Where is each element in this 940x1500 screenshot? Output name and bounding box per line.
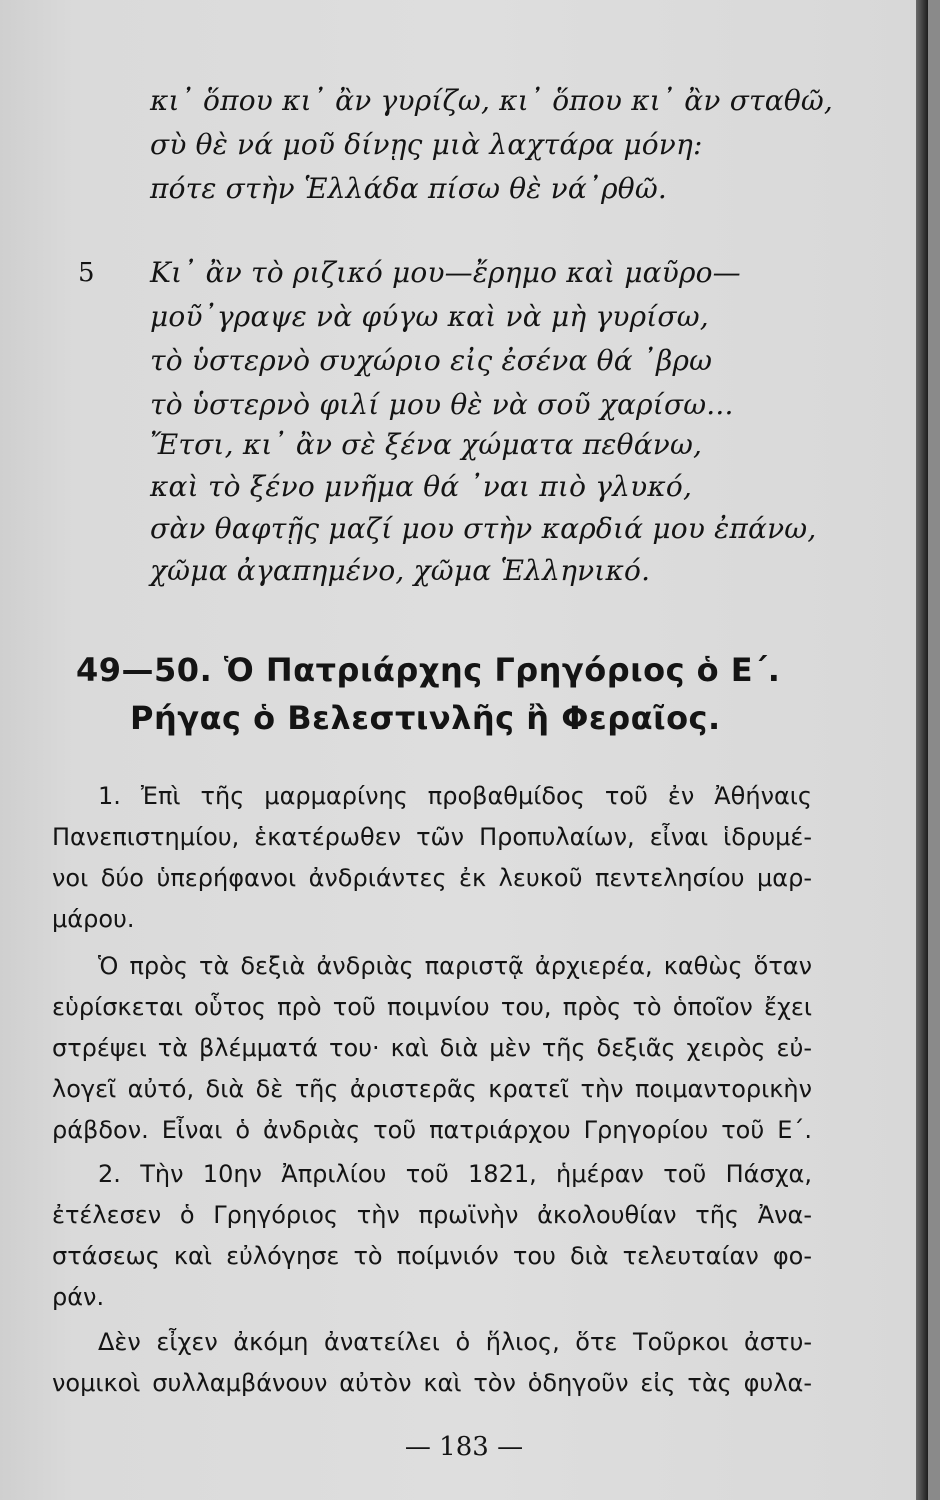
heading-line-title: 49—50. Ὁ Πατριάρχης Γρηγόριος ὁ Ε΄. (76, 651, 781, 689)
heading-line-subtitle: Ρήγας ὁ Βελεστινλῆς ἢ Φεραῖος. (130, 699, 721, 737)
paragraph-line: Δὲν εἶχεν ἀκόμη ἀνατείλει ὁ ἥλιος, ὅτε Τοῦρκοι ἀστυ- (98, 1328, 812, 1356)
page-edge-shadow (916, 0, 928, 1500)
poem-line: Κι᾿ ἂν τὸ ριζικό μου—ἔρημο καὶ μαῦρο— (150, 256, 741, 289)
paragraph-line: Πανεπιστημίου, ἑκατέρωθεν τῶν Προπυλαίων, εἶναι ἱδρυμέ- (52, 823, 812, 851)
paragraph-line: ράβδον. Εἶναι ὁ ἀνδριὰς τοῦ πατριάρχου Γρηγορίου τοῦ Ε΄. (52, 1116, 812, 1144)
poem-line: χῶμα ἀγαπημένο, χῶμα Ἑλληνικό. (150, 554, 651, 587)
poem-line: πότε στὴν Ἑλλάδα πίσω θὲ νά᾿ρθῶ. (150, 172, 667, 205)
paragraph-line: 1. Ἐπὶ τῆς μαρμαρίνης προβαθμίδος τοῦ ἐν Ἀθήναις (98, 782, 812, 810)
poem-line: κι᾿ ὅπου κι᾿ ἂν γυρίζω, κι᾿ ὅπου κι᾿ ἂν σταθῶ, (150, 84, 834, 117)
paragraph-line: εὑρίσκεται οὗτος πρὸ τοῦ ποιμνίου του, πρὸς τὸ ὁποῖον ἔχει (52, 993, 812, 1021)
paragraph-line: στάσεως καὶ εὐλόγησε τὸ ποίμνιόν του διὰ τελευταίαν φο- (52, 1242, 812, 1270)
poem-line: Ἔτσι, κι᾿ ἂν σὲ ξένα χώματα πεθάνω, (150, 428, 703, 461)
poem-line: καὶ τὸ ξένο μνῆμα θά ᾿ναι πιὸ γλυκό, (150, 470, 693, 503)
page-number: — 183 — (404, 1432, 524, 1462)
paragraph-line: 2. Τὴν 10ην Ἀπριλίου τοῦ 1821, ἡμέραν τοῦ Πάσχα, (98, 1160, 812, 1188)
paragraph-line: ἐτέλεσεν ὁ Γρηγόριος τὴν πρωϊνὴν ἀκολουθίαν τῆς Ἀνα- (52, 1201, 812, 1229)
paragraph-line: ράν. (52, 1283, 105, 1311)
paragraph-line: νομικοὶ συλλαμβάνουν αὐτὸν καὶ τὸν ὁδηγοῦν εἰς τὰς φυλα- (52, 1369, 812, 1397)
poem-line: τὸ ὑστερνὸ συχώριο εἰς ἐσένα θά ᾿βρω (150, 344, 713, 377)
paragraph-line: νοι δύο ὑπερήφανοι ἀνδριάντες ἐκ λευκοῦ πεντελησίου μαρ- (52, 864, 812, 892)
poem-line: τὸ ὑστερνὸ φιλί μου θὲ νὰ σοῦ χαρίσω... (150, 388, 734, 421)
paragraph-line: λογεῖ αὐτό, διὰ δὲ τῆς ἀριστερᾶς κρατεῖ τὴν ποιμαντορικὴν (52, 1075, 812, 1103)
poem-line: μοῦ᾿γραψε νὰ φύγω καὶ νὰ μὴ γυρίσω, (150, 300, 709, 333)
paragraph-line: στρέψει τὰ βλέμματά του· καὶ διὰ μὲν τῆς δεξιᾶς χειρὸς εὐ- (52, 1034, 812, 1062)
verse-number: 5 (78, 258, 95, 288)
poem-line: σὰν θαφτῇς μαζί μου στὴν καρδιά μου ἐπάνω, (150, 512, 817, 545)
poem-line: σὺ θὲ νά μοῦ δίνῃς μιὰ λαχτάρα μόνη: (150, 128, 703, 161)
paragraph-line: Ὁ πρὸς τὰ δεξιὰ ἀνδριὰς παριστᾷ ἀρχιερέα, καθὼς ὅταν (98, 952, 812, 980)
paragraph-line: μάρου. (52, 905, 135, 933)
